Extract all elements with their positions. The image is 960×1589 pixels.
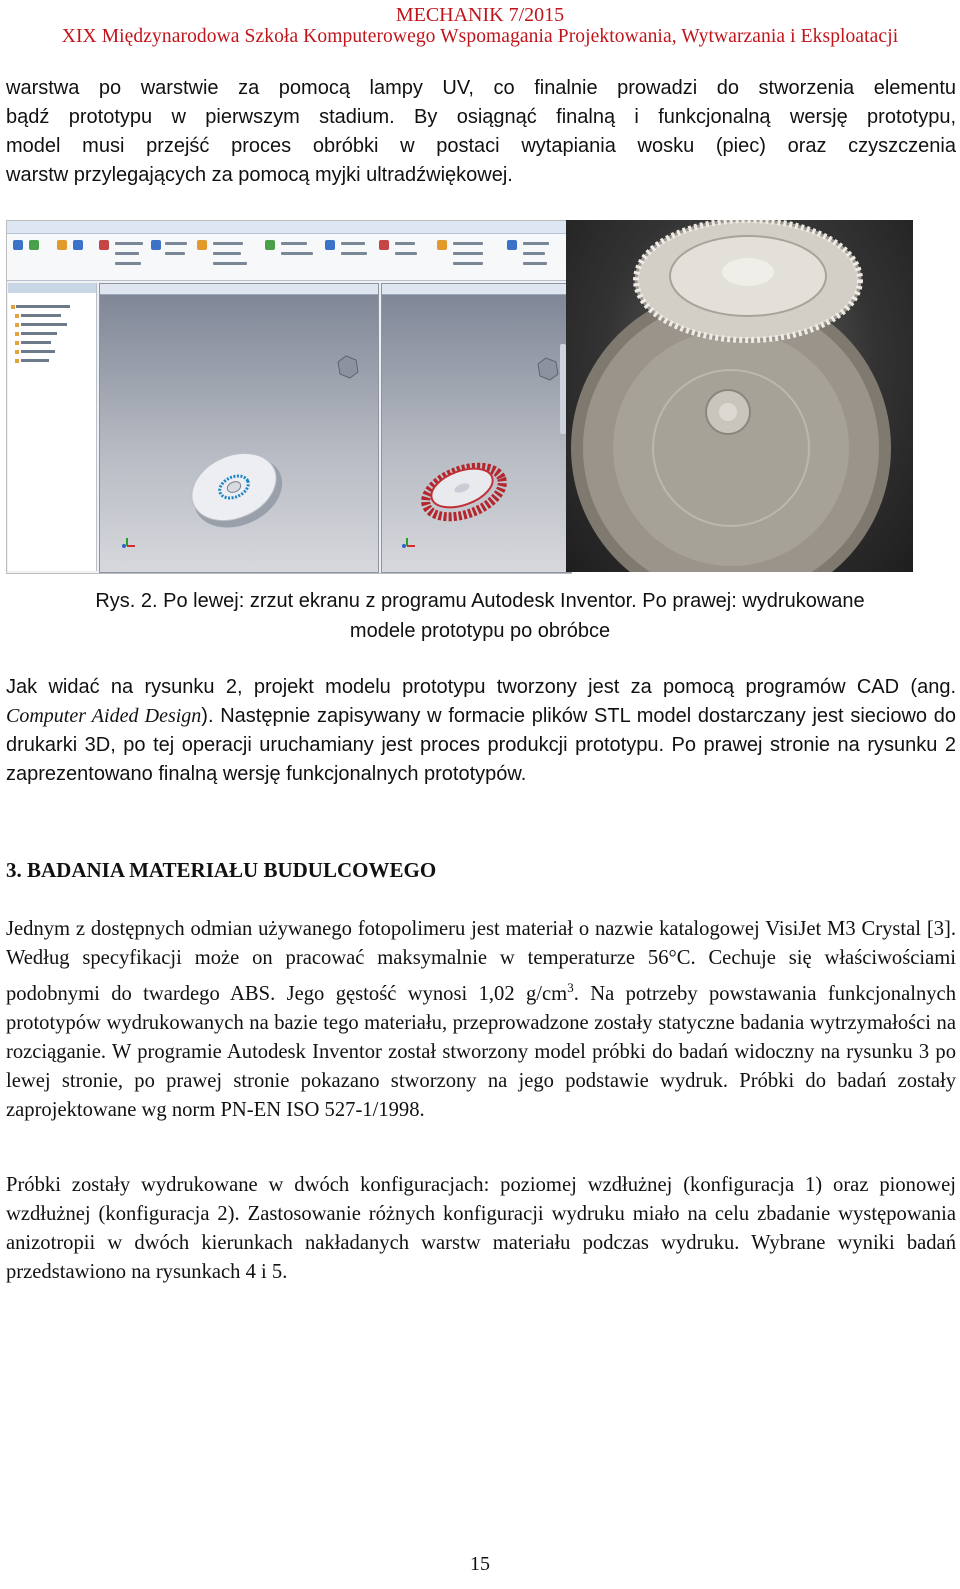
- paragraph-cad: [6, 673, 956, 789]
- paragraph-material-text-2: . Na potrzeby powstawania funkcjonalnych prototypów wydrukowanych na bazie tego materiału, przeprowadzone zostały statyczne badania wytrzymałości na rozciąganie. W programie Autodesk Inventor został stworzony model próbki do badań widoczny na rysunku 3 po lewej stronie, po prawej stronie pokazano stworzony na jego podstawie wydruk. Próbki do badań zostały zaprojektowane wg norm PN-EN ISO 527-1/1998.: [6, 982, 956, 1121]
- printed-prototypes-photo: [566, 220, 913, 572]
- ribbon-tabs: [7, 221, 571, 234]
- density-superscript: 3: [567, 980, 574, 995]
- intro-line-4: warstw przylegających za pomocą myjki ultradźwiękowej.: [6, 164, 513, 186]
- paragraph-material-text: Jednym z dostępnych odmian używanego fotopolimeru jest materiał o nazwie katalogowej VisiJet M3 Crystal [3]. Według specyfikacji może on pracować maksymalnie w temperaturze 56°C. Cechuje się właściwościami podobnymi do twardego ABS. Jego gęstość wynosi 1,02 g/cm: [6, 918, 956, 1005]
- page-number: 15: [470, 1553, 490, 1575]
- ribbon-toolbar: [7, 234, 571, 281]
- journal-header: MECHANIK 7/2015: [395, 4, 565, 26]
- section-heading: 3. BADANIA MATERIAŁU BUDULCOWEGO: [6, 858, 437, 882]
- intro-line-1: warstwa po warstwie za pomocą lampy UV, co finalnie prowadzi do stworzenia elementu: [6, 77, 956, 99]
- viewport-right: [381, 283, 571, 573]
- paragraph-configurations: Próbki zostały wydrukowane w dwóch konfiguracjach: poziomej wzdłużnej (konfiguracja 1) oraz pionowej wzdłużnej (konfiguracja 2). Zastosowanie różnych konfiguracji wydruku miało na celu zbadanie występowania anizotropii w dwóch kierunkach nakładanych warstw materiału podczas wydruku. Wybrane wyniki badań przedstawiono na rysunkach 4 i 5.: [6, 1174, 956, 1283]
- conference-header: XIX Międzynarodowa Szkoła Komputerowego Wspomagania Projektowania, Wytwarzania i Eksploatacji: [61, 26, 899, 47]
- model-browser: [8, 283, 97, 571]
- intro-paragraph: [6, 74, 956, 190]
- intro-line-2: bądź prototypu w pierwszym stadium. By osiągnąć finalną i funkcjonalną wersję prototypu,: [6, 106, 956, 128]
- inventor-screenshot: [6, 220, 572, 574]
- figure-caption: [0, 586, 960, 646]
- caption-line-1: Rys. 2. Po lewej: zrzut ekranu z programu Autodesk Inventor. Po prawej: wydrukowane: [95, 590, 865, 612]
- viewport-left: [99, 283, 379, 573]
- paragraph-material: [6, 915, 956, 1125]
- paragraph-cad-text: Jak widać na rysunku 2, projekt modelu prototypu tworzony jest za pomocą programów CAD (ang.: [6, 676, 956, 698]
- caption-line-2: modele prototypu po obróbce: [349, 620, 611, 642]
- intro-line-3: model musi przejść proces obróbki w postaci wytapiania wosku (piec) oraz czyszczenia: [6, 135, 956, 157]
- paragraph-cad-text-2: ). Następnie zapisywany w formacie plików STL model dostarczany jest sieciowo do drukarki 3D, po tej operacji uruchamiany jest proces produkcji prototypu. Po prawej stronie na rysunku 2 zaprezentowano finalną wersję funkcjonalnych prototypów.: [6, 705, 956, 785]
- paragraph-cad-italic: Computer Aided Design: [6, 705, 202, 727]
